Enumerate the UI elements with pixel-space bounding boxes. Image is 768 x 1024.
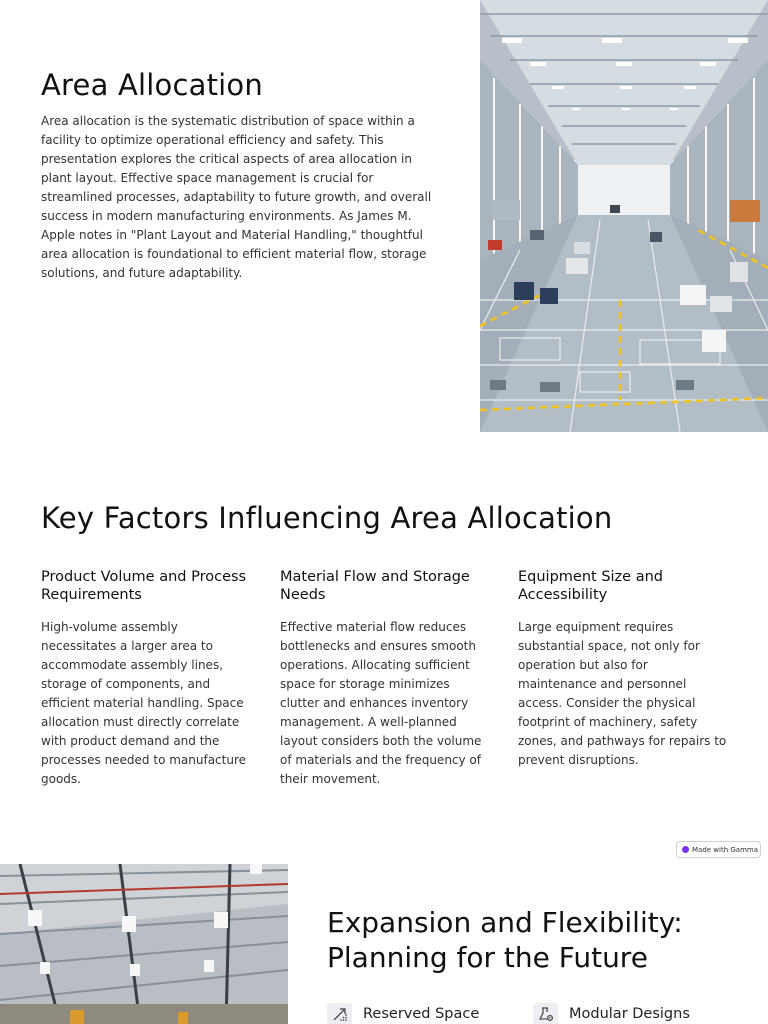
warehouse-ceiling-image — [0, 864, 288, 1024]
flask-gear-icon — [533, 1003, 558, 1024]
section-intro-text: Area allocation is the systematic distribution of space within a facility to optimize operational efficiency and safety. This presentation explores the critical aspects of area allocation in plant layout. Effective space management is crucial for streamlined processes, adaptability to future growth, and overall success in modern manufacturing environments. As James M. Apple notes in "Plant Layout and Material Handling," thoughtful area allocation is foundational to efficient material flow, storage solutions, and future adaptability. — [41, 114, 432, 280]
factor-card-product-volume — [41, 568, 253, 789]
factor-card-equipment-size — [518, 568, 730, 770]
badge-label: Made with Gamma — [692, 845, 759, 854]
factory-floor-image — [480, 0, 768, 432]
gamma-logo-icon — [682, 846, 689, 853]
factor-heading: Product Volume and Process Requirements — [41, 569, 247, 603]
section-title: Area Allocation — [41, 68, 263, 102]
feature-label: Reserved Space — [363, 1006, 480, 1022]
feature-modular-designs — [533, 1003, 690, 1024]
factor-heading: Material Flow and Storage Needs — [280, 569, 470, 603]
area-allocation-section — [0, 0, 768, 432]
key-factors-title: Key Factors Influencing Area Allocation — [41, 501, 613, 535]
factor-description: High-volume assembly necessitates a larger area to accommodate assembly lines, storage of components, and efficient material handling. Space allocation must directly correlate with product demand and the processes needed to manufacture goods. — [41, 620, 247, 786]
growth-chart-icon — [327, 1003, 352, 1024]
feature-reserved-space — [327, 1003, 479, 1024]
feature-label: Modular Designs — [569, 1006, 690, 1022]
factor-card-material-flow — [280, 568, 492, 789]
factor-heading: Equipment Size and Accessibility — [518, 569, 663, 603]
factor-description: Effective material flow reduces bottlenecks and ensures smooth operations. Allocating sufficient space for storage minimizes clutter and enhances inventory management. A well-planned layout considers both the volume of materials and the frequency of their movement. — [280, 620, 482, 786]
expansion-section-title: Expansion and Flexibility: Planning for the Future — [327, 906, 683, 974]
factor-description: Large equipment requires substantial space, not only for operation but also for maintenance and personnel access. Consider the physical footprint of machinery, safety zones, and pathways for repairs to prevent disruptions. — [518, 620, 727, 767]
made-with-gamma-badge[interactable] — [676, 841, 761, 858]
